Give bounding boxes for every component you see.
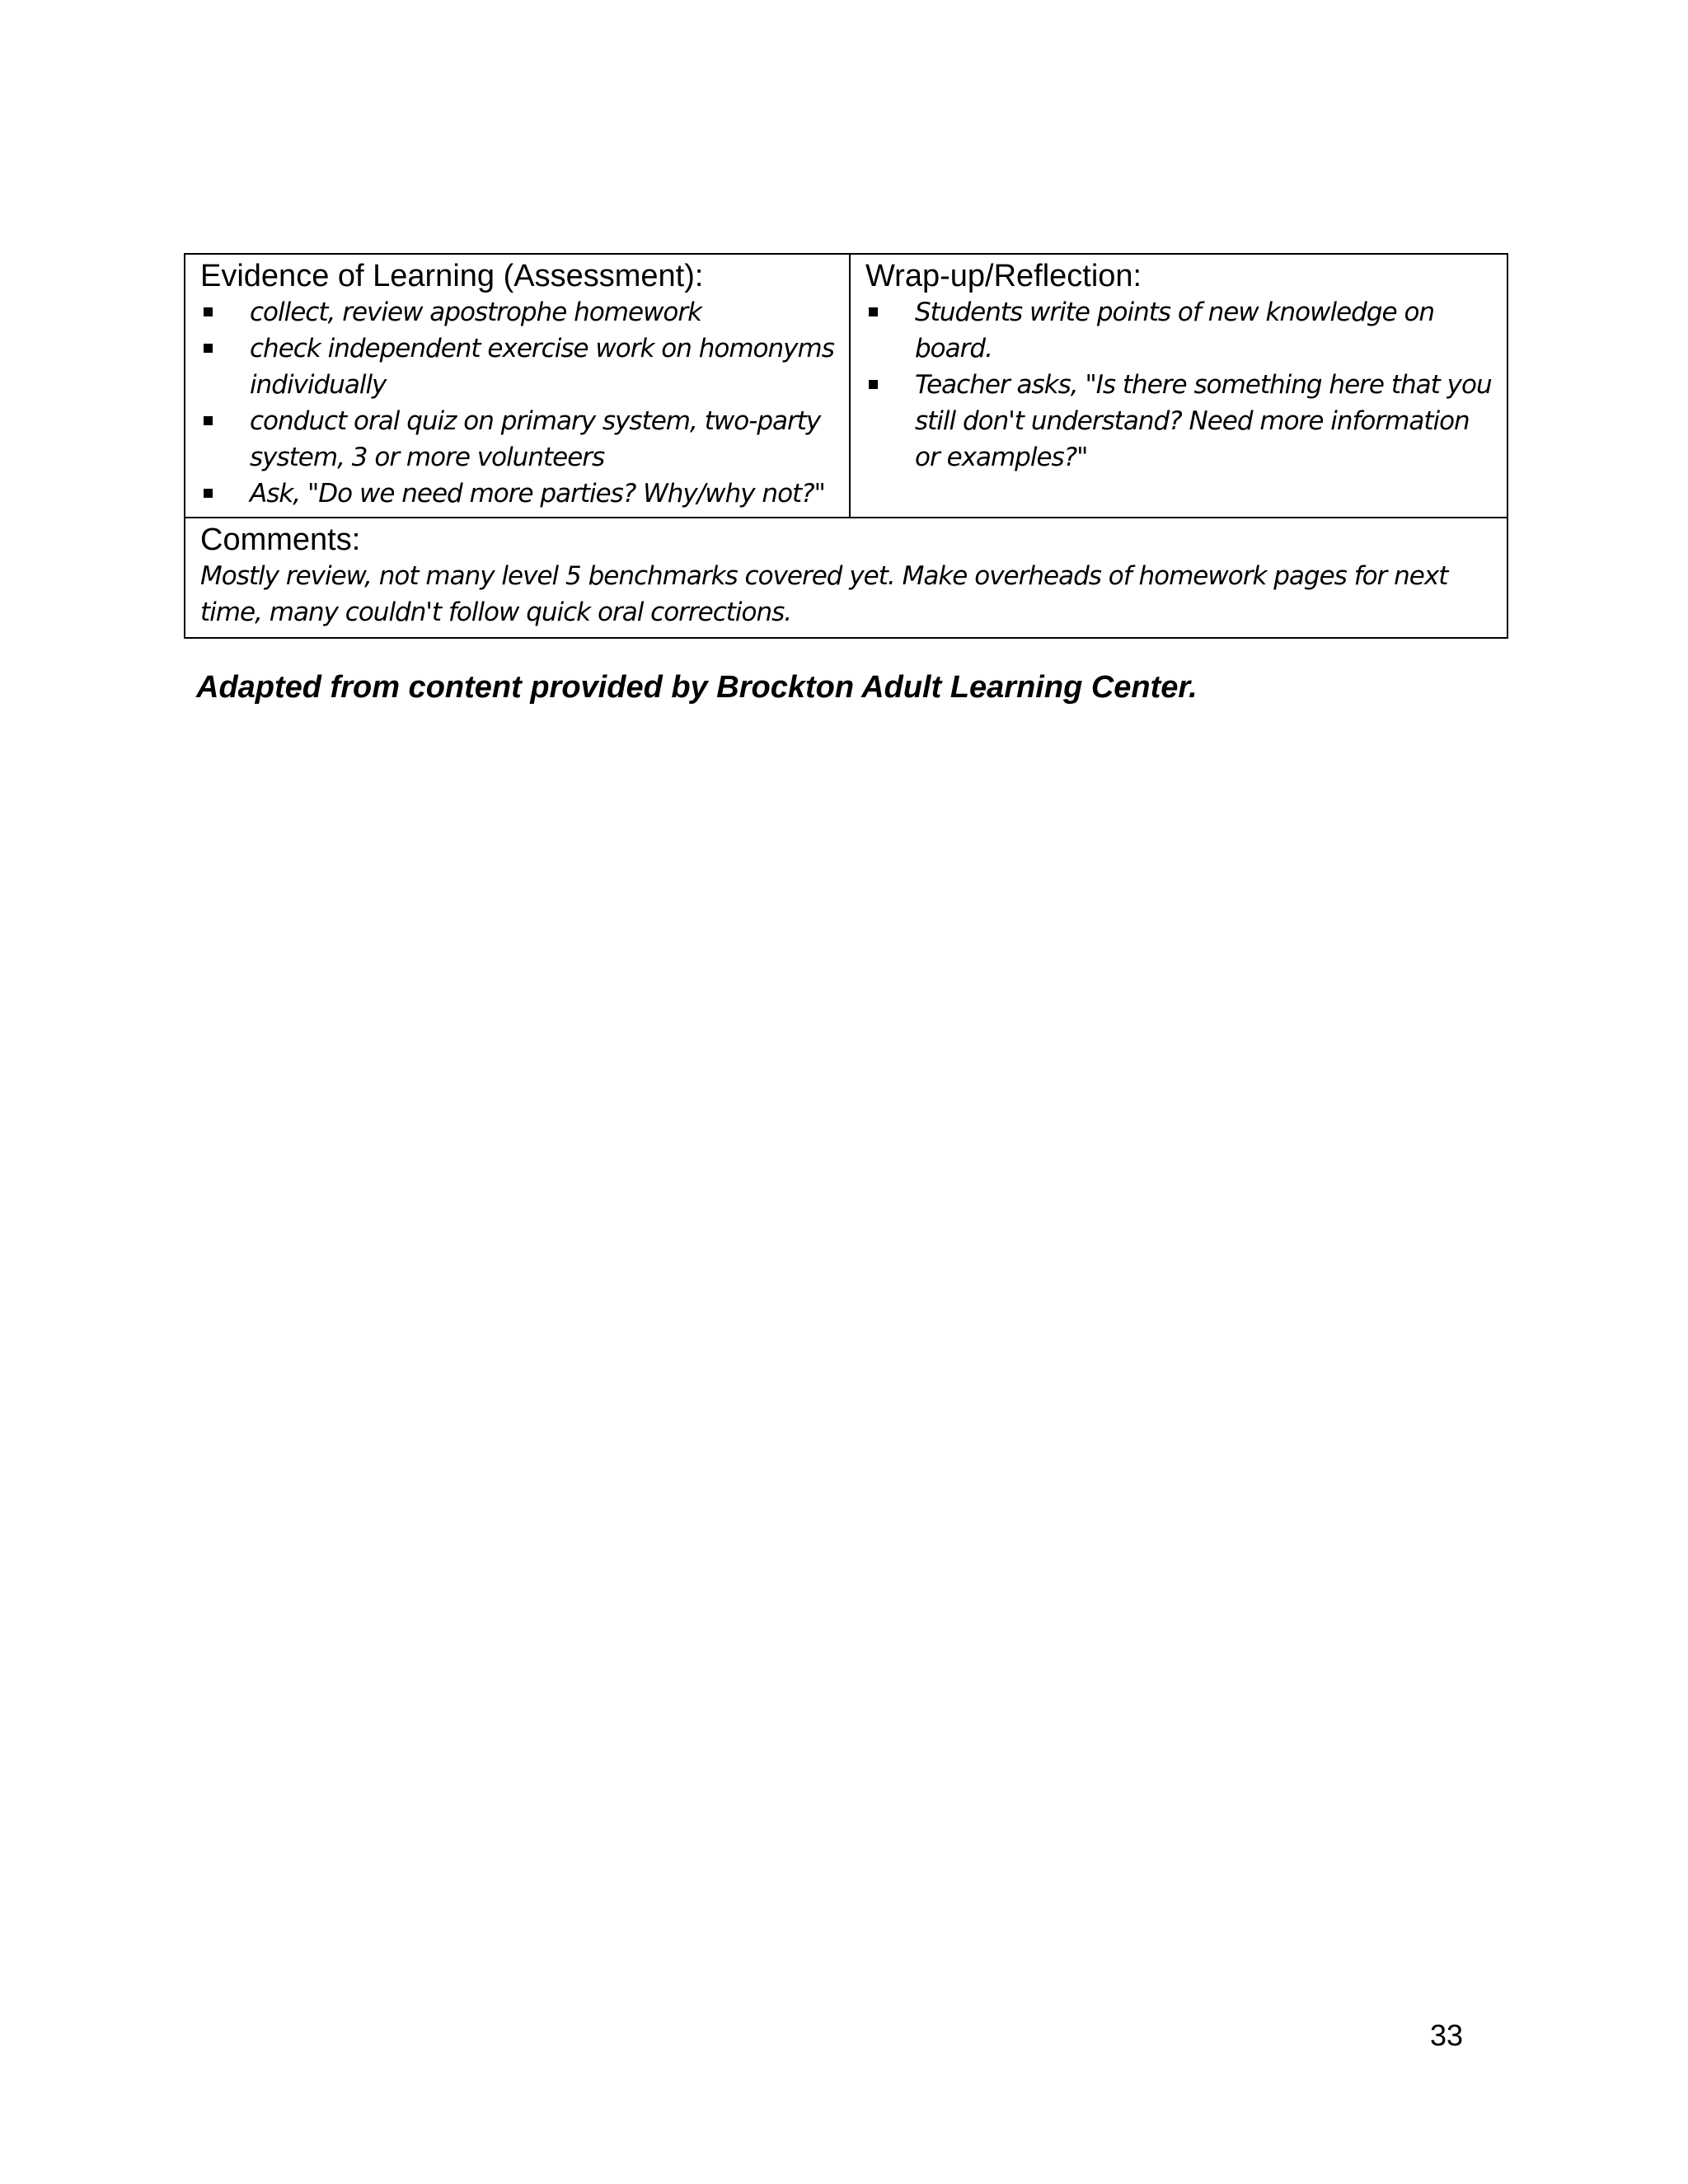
- list-item: [200, 476, 837, 512]
- square-bullet-icon: [869, 380, 878, 389]
- list-item: [865, 294, 1495, 367]
- list-item: [200, 403, 837, 476]
- comments-heading: Comments:: [200, 523, 361, 557]
- assessment-heading: Evidence of Learning (Assessment):: [200, 259, 704, 293]
- square-bullet-icon: [204, 344, 213, 353]
- comments-cell: [185, 518, 1507, 638]
- page-number: 33: [1430, 2018, 1464, 2052]
- reflection-list: [865, 294, 1495, 476]
- square-bullet-icon: [204, 307, 213, 316]
- square-bullet-icon: [204, 416, 213, 425]
- source-credit: Adapted from content provided by Brockton Adult Learning Center.: [196, 670, 1198, 705]
- list-item-text: Ask, "Do we need more parties? Why/why not?": [250, 479, 825, 509]
- list-item-text: Students write points of new knowledge on board.: [915, 298, 1435, 363]
- list-item-text: collect, review apostrophe homework: [250, 298, 702, 327]
- square-bullet-icon: [204, 489, 213, 498]
- list-item-text: check independent exercise work on homonyms individually: [250, 334, 834, 400]
- assessment-list: [200, 294, 837, 512]
- list-item-text: Teacher asks, "Is there something here that you still don't understand? Need more information or examples?": [915, 370, 1492, 472]
- comments-text: Mostly review, not many level 5 benchmarks covered yet. Make overheads of homework pages for next time, many couldn't follow quick oral corrections.: [200, 561, 1448, 627]
- reflection-heading: Wrap-up/Reflection:: [865, 259, 1142, 293]
- list-item: [200, 294, 837, 330]
- table-row: [185, 254, 1507, 518]
- list-item-text: conduct oral quiz on primary system, two-party system, 3 or more volunteers: [250, 406, 821, 472]
- lesson-plan-table: [184, 253, 1508, 639]
- reflection-cell: [850, 254, 1507, 518]
- table-row: [185, 518, 1507, 638]
- square-bullet-icon: [869, 307, 878, 316]
- list-item: [865, 367, 1495, 476]
- list-item: [200, 330, 837, 403]
- assessment-cell: [185, 254, 850, 518]
